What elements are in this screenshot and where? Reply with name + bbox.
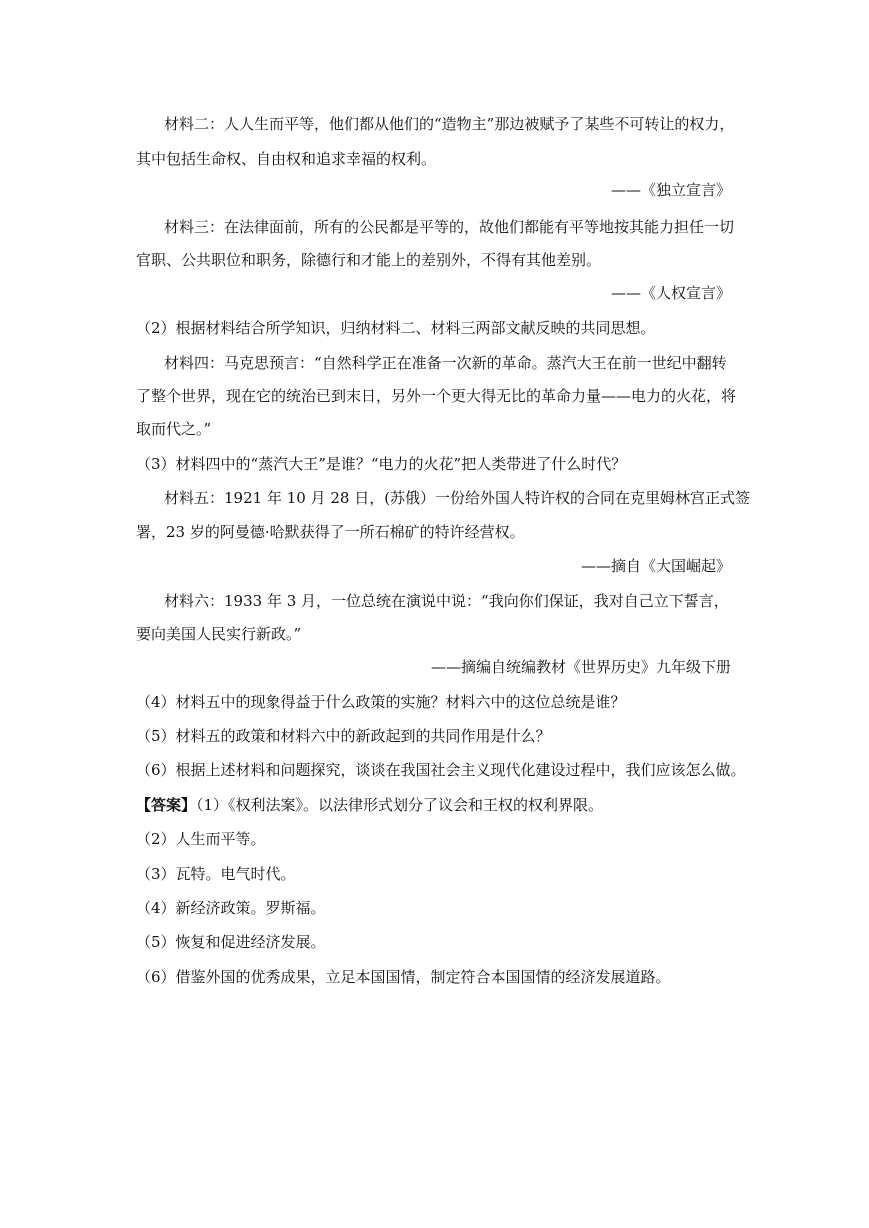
- question-5: （5）材料五的政策和材料六中的新政起到的共同作用是什么？: [136, 727, 551, 745]
- material3-source: ——《人权宣言》: [610, 284, 731, 302]
- material2-line1: 材料二：人人生而平等，他们都从他们的“造物主”那边被赋予了某些不可转让的权力，: [164, 115, 735, 133]
- answer-2: （2）人生而平等。: [136, 830, 266, 848]
- material3-line1: 材料三：在法律面前，所有的公民都是平等的，故他们都能有平等地按其能力担任一切: [164, 218, 735, 236]
- material6-line2: 要向美国人民实行新政。”: [136, 625, 302, 643]
- question-3: （3）材料四中的“蒸汽大王”是谁？“电力的火花”把人类带进了什么时代？: [136, 455, 627, 473]
- material4-line3: 取而代之。”: [136, 420, 212, 438]
- material5-line2: 署，23 岁的阿曼德·哈默获得了一所石棉矿的特许经营权。: [136, 523, 525, 541]
- material6-line1: 材料六：1933 年 3 月，一位总统在演说中说：“我向你们保证，我对自己立下誓言，: [164, 592, 729, 610]
- answer-6: （6）借鉴外国的优秀成果，立足本国国情，制定符合本国国情的经济发展道路。: [136, 968, 671, 986]
- question-6: （6）根据上述材料和问题探究，谈谈在我国社会主义现代化建设过程中，我们应该怎么做。: [136, 761, 746, 779]
- material5-source: ——摘自《大国崛起》: [580, 557, 731, 575]
- question-2: （2）根据材料结合所学知识，归纳材料二、材料三两部文献反映的共同思想。: [136, 319, 656, 337]
- answer-1: （1）《权利法案》。以法律形式划分了议会和王权的权利界限。: [196, 796, 604, 814]
- answer-3: （3）瓦特。电气时代。: [136, 865, 296, 883]
- material4-line2: 了整个世界，现在它的统治已到末日，另外一个更大得无比的革命力量——电力的火花，将: [136, 387, 737, 405]
- answer-5: （5）恢复和促进经济发展。: [136, 933, 326, 951]
- material4-line1: 材料四：马克思预言：“自然科学正在准备一次新的革命。蒸汽大王在前一世纪中翻转: [164, 354, 727, 372]
- material2-line2: 其中包括生命权、自由权和追求幸福的权利。: [136, 150, 437, 168]
- material5-line1: 材料五：1921 年 10 月 28 日，(苏俄）一份给外国人特许权的合同在克里姆林宫正式签: [164, 489, 751, 507]
- answer-tag: 【答案】: [136, 796, 197, 814]
- answer-4: （4）新经济政策。罗斯福。: [136, 899, 326, 917]
- material3-line2: 官职、公共职位和职务，除德行和才能上的差别外，不得有其他差别。: [136, 251, 602, 269]
- material6-source: ——摘编自统编教材《世界历史》九年级下册: [430, 658, 731, 676]
- question-4: （4）材料五中的现象得益于什么政策的实施？材料六中的这位总统是谁？: [136, 693, 626, 711]
- answer-line-1: [136, 795, 603, 815]
- material2-source: ——《独立宣言》: [610, 181, 731, 199]
